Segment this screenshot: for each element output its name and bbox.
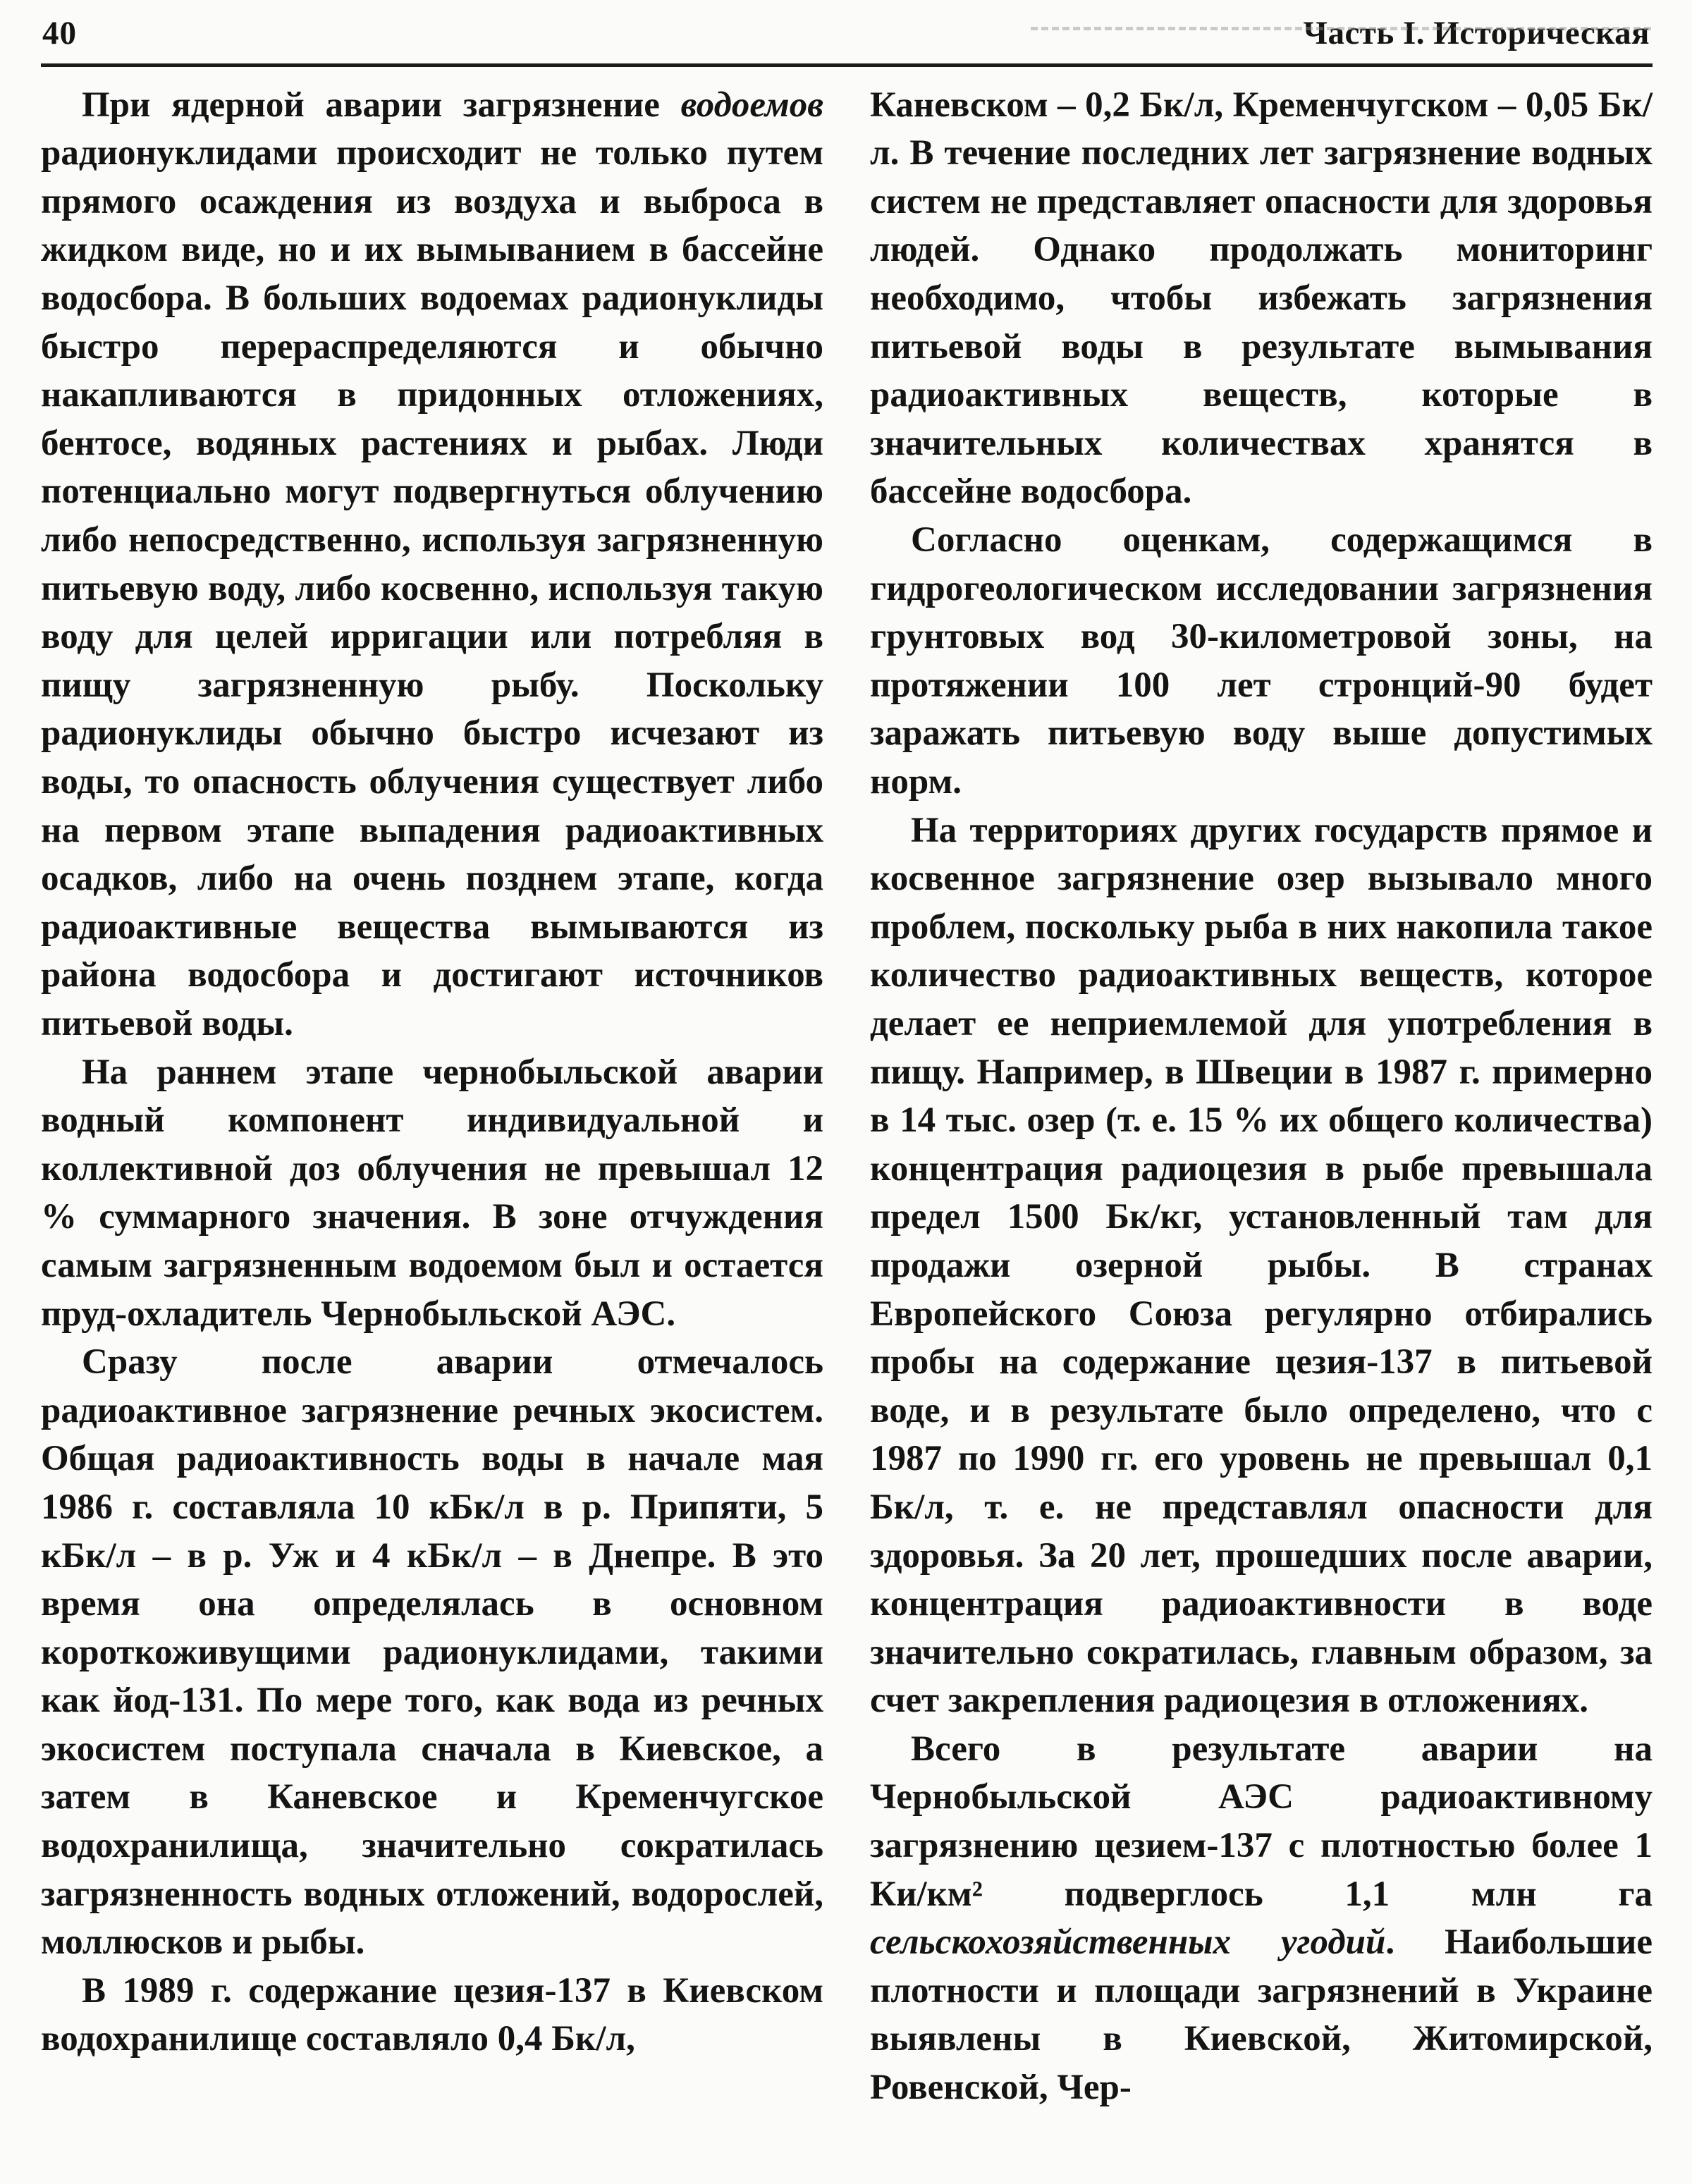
paragraph <box>41 1967 823 2063</box>
section-title: Часть I. Историческая <box>1303 15 1650 51</box>
paragraph <box>870 81 1653 516</box>
two-column-text <box>41 67 1653 2112</box>
paragraph <box>870 1725 1653 2112</box>
text-run: На территориях других государств прямое и косвенное загрязнение озер вызывало много проблем, поскольку рыба в них накопила такое количество радиоактивных веществ, которое делает ее неприемлемой для употребления в пищу. Например, в Швеции в 1987 г. примерно в 14 тыс. озер (т. е. 15 % их общего количества) концентрация радиоцезия в рыбе превышала предел 1500 Бк/кг, установленный там для продажи озерной рыбы. В странах Европейского Союза регулярно отбирались пробы на содержание цезия-137 в питьевой воде, и в результате было определено, что с 1987 по 1990 гг. его уровень не превышал 0,1 Бк/л, т. е. не представлял опасности для здоровья. За 20 лет, прошедших после аварии, концентрация радиоактивности в воде значительно сократилась, главным образом, за счет закрепления радиоцезия в отложениях. <box>870 810 1653 1721</box>
text-run: На раннем этапе чернобыльской аварии водный компонент индивидуальной и коллективной доз облучения не превышал 12 % суммарного значения. В зоне отчуждения самым загрязненным водоемом был и остается пруд-охладитель Чернобыльской АЭС. <box>41 1052 823 1334</box>
text-run: радионуклидами происходит не только путем прямого осаждения из воздуха и выброса в жидком виде, но и их вымыванием в бассейне водосбора. В больших водоемах радионуклиды быстро перераспределяются и обычно накапливаются в придонных отложениях, бентосе, водяных растениях и рыбах. Люди потенциально могут подвергнуться облучению либо непосредственно, используя загрязненную питьевую воду, либо косвенно, используя такую воду для целей ирригации или потребляя в пищу загрязненную рыбу. Поскольку радионуклиды обычно быстро исчезают из воды, то опасность облучения существует либо на первом этапе выпадения радиоактивных осадков, либо на очень позднем этапе, когда радиоактивные вещества вымываются из района водосбора и достигают источников питьевой воды. <box>41 133 823 1043</box>
text-run: При ядерной аварии загрязнение <box>82 85 681 125</box>
text-run: . Наибольшие плотности и площади загрязнений в Украине выявлены в Киевской, Житомирской, Ровенской, Чер- <box>870 1922 1653 2108</box>
text-run: Всего в результате аварии на Чернобыльской АЭС радиоактивному загрязнению цезием-137 с плотностью более 1 Ки/км² подверглось 1,1 млн га <box>870 1729 1653 1914</box>
paragraph <box>870 516 1653 806</box>
text-run: Согласно оценкам, содержащимся в гидрогеологическом исследовании загрязнения грунтовых вод 30-километровой зоны, на протяжении 100 лет стронций-90 будет заражать питьевую воду выше допустимых норм. <box>870 520 1653 802</box>
paragraph <box>41 1338 823 1967</box>
scan-artifact-line <box>1031 27 1651 30</box>
page-header <box>41 10 1653 63</box>
italic-text-run: сельскохозяйственных угодий <box>870 1922 1386 1963</box>
text-run: Каневском – 0,2 Бк/л, Кременчугском – 0,05 Бк/л. В течение последних лет загрязнение водных систем не представляет опасности для здоровья людей. Однако продолжать мониторинг необходимо, чтобы избежать загрязнения питьевой воды в результате вымывания радиоактивных веществ, которые в значительных количествах хранятся в бассейне водосбора. <box>870 85 1653 512</box>
text-run: В 1989 г. содержание цезия-137 в Киевском водохранилище составляло 0,4 Бк/л, <box>41 1970 823 2059</box>
left-column <box>41 81 823 2112</box>
italic-text-run: водоемов <box>680 85 823 125</box>
paragraph <box>870 806 1653 1725</box>
paragraph <box>41 1048 823 1339</box>
text-run: Сразу после аварии отмечалось радиоактивное загрязнение речных экосистем. Общая радиоактивность воды в начале мая 1986 г. составляла 10 кБк/л в р. Припяти, 5 кБк/л – в р. Уж и 4 кБк/л – в Днепре. В это время она определялась в основном короткоживущими радионуклидами, такими как йод-131. По мере того, как вода из речных экосистем поступала сначала в Киевское, а затем в Каневское и Кременчугское водохранилища, значительно сократилась загрязненность водных отложений, водорослей, моллюсков и рыбы. <box>41 1342 823 1963</box>
right-column <box>870 81 1653 2112</box>
paragraph <box>41 81 823 1048</box>
page-number: 40 <box>42 15 77 51</box>
